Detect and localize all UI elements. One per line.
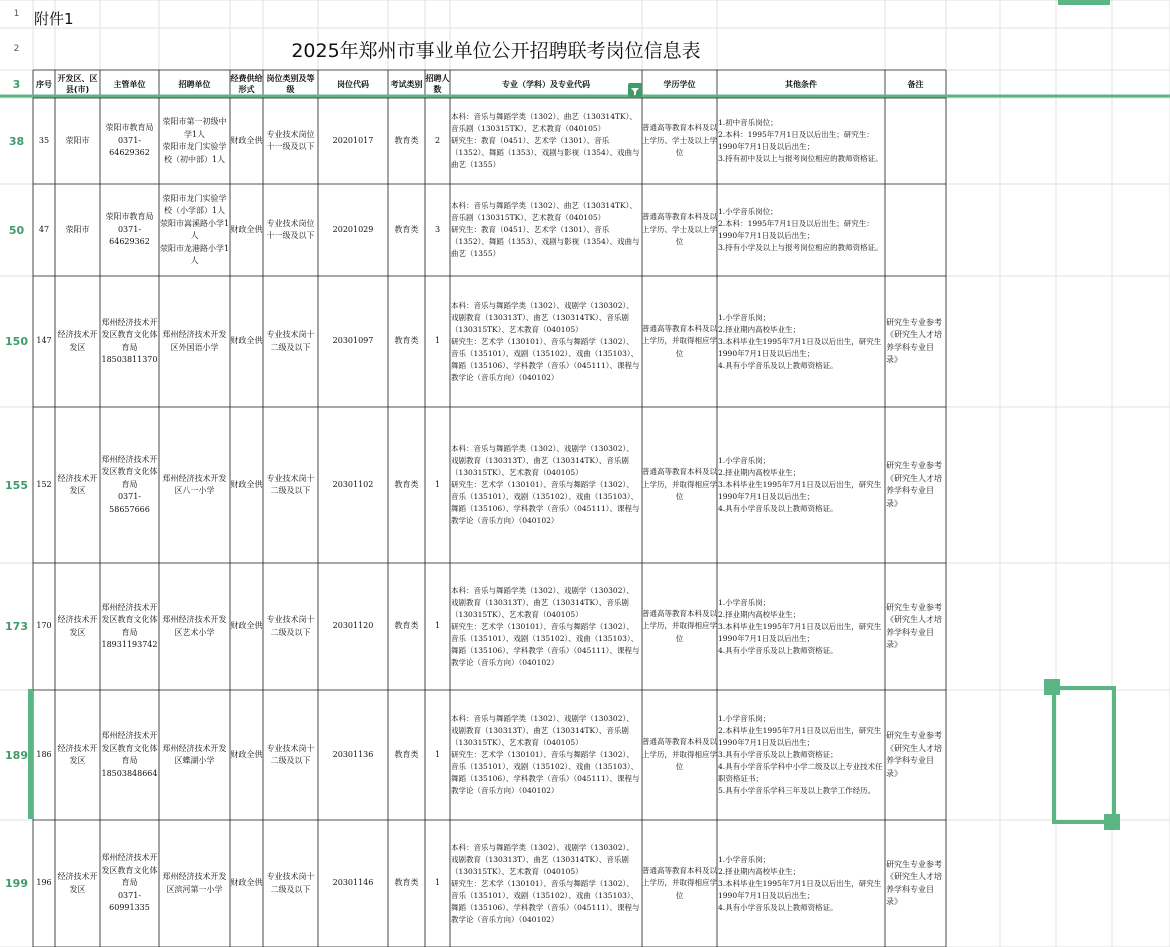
table-cell-major[interactable]: 本科：音乐与舞蹈学类（1302）、戏剧学（130302）、戏剧教育（130313T）、曲艺（130314TK）、音乐剧（130315TK）、艺术教育（040105） 研究生：艺术学（130101）、音乐与舞蹈学（1302）、音乐（135101）、戏剧（135102）、戏曲（135103）、舞蹈（135106）、学科教学（音乐）（045111）、课程与教学论（音乐方向）（040102） (451, 300, 640, 382)
table-cell-degree[interactable]: 普通高等教育本科及以上学历，并取得相应学位 (642, 865, 717, 900)
table-cell-seq[interactable]: 35 (38, 135, 50, 145)
table-cell-other[interactable]: 1.小学音乐岗位； 2.本科：1995年7月1日及以后出生；研究生：1990年7月1日及以后出生； 3.持有小学及以上与报考岗位相应的教师资格证。 (718, 207, 883, 252)
table-cell-district[interactable]: 经济技术开发区 (57, 872, 98, 894)
table-cell-authority[interactable]: 郑州经济技术开发区教育文化体育局 0371-58657666 (101, 454, 158, 514)
table-cell-funding[interactable]: 财政全供 (230, 878, 263, 888)
column-header[interactable]: 专业（学科）及专业代码 (502, 79, 590, 89)
table-cell-note[interactable] (885, 98, 946, 184)
table-cell-funding[interactable]: 财政全供 (230, 135, 263, 145)
table-cell-district[interactable]: 经济技术开发区 (57, 743, 98, 765)
table-cell-unit[interactable]: 郑州经济技术开发区蝶湖小学 (162, 743, 227, 765)
column-header[interactable]: 经费供给形式 (230, 74, 263, 94)
table-cell-count[interactable]: 1 (434, 621, 441, 631)
table-cell-unit[interactable]: 郑州经济技术开发区艺术小学 (162, 615, 227, 637)
table-cell-other[interactable]: 1.小学音乐岗； 2.本科毕业生1995年7月1日及以后出生，研究生1990年7月1日及以后出生； 3.具有小学音乐及以上教师资格证； 4.具有小学音乐学科中小学二级及以上专业技术任职资格证书； 5.具有小学音乐学科三年及以上教学工作经历。 (718, 714, 883, 795)
table-cell-count[interactable]: 1 (434, 749, 441, 759)
table-cell-exam[interactable]: 教育类 (394, 749, 419, 759)
table-cell-authority[interactable]: 郑州经济技术开发区教育文化体育局 18503811370 (101, 317, 158, 364)
table-cell-major[interactable]: 本科：音乐与舞蹈学类（1302）、曲艺（130314TK）、音乐剧（130315TK）、艺术教育（040105） 研究生：教育（0451）、艺术学（1301）、音乐（1352）、舞蹈（1353）、戏剧与影视（1354）、戏曲与曲艺（1355） (451, 112, 640, 169)
table-cell-unit[interactable]: 荥阳市龙门实验学校（小学部）1人 荥阳市嵩溪路小学1人 荥阳市龙港路小学1人 (159, 193, 230, 265)
table-cell-exam[interactable]: 教育类 (394, 224, 419, 234)
table-cell-category[interactable]: 专业技术岗十二级及以下 (266, 615, 315, 637)
table-cell-note[interactable] (885, 184, 946, 276)
table-cell-funding[interactable]: 财政全供 (230, 224, 263, 234)
table-cell-category[interactable]: 专业技术岗位十一级及以下 (266, 218, 315, 240)
table-cell-exam[interactable]: 教育类 (394, 621, 419, 631)
table-cell-authority[interactable]: 荥阳市教育局 0371-64629362 (105, 212, 154, 247)
table-cell-major[interactable]: 本科：音乐与舞蹈学类（1302）、曲艺（130314TK）、音乐剧（130315TK）、艺术教育（040105） 研究生：教育（0451）、艺术学（1301）、音乐（1352）、舞蹈（1353）、戏剧与影视（1354）、戏曲与曲艺（1355） (451, 201, 640, 258)
row-number[interactable]: 173 (5, 620, 28, 633)
table-cell-count[interactable]: 1 (434, 336, 441, 346)
table-cell-seq[interactable]: 170 (36, 621, 52, 631)
selected-row-indicator (28, 689, 33, 819)
row-number[interactable]: 199 (5, 877, 28, 890)
table-cell-district[interactable]: 经济技术开发区 (57, 330, 98, 352)
table-cell-funding[interactable]: 财政全供 (230, 749, 263, 759)
table-cell-other[interactable]: 1.小学音乐岗； 2.择业期内高校毕业生； 3.本科毕业生1995年7月1日及以后出生，研究生1990年7月1日及以后出生； 4.具有小学音乐及以上教师资格证。 (718, 312, 882, 370)
table-cell-major[interactable]: 本科：音乐与舞蹈学类（1302）、戏剧学（130302）、戏剧教育（130313T）、曲艺（130314TK）、音乐剧（130315TK）、艺术教育（040105） 研究生：艺术学（130101）、音乐与舞蹈学（1302）、音乐（135101）、戏剧（135102）、戏曲（135103）、舞蹈（135106）、学科教学（音乐）（045111）、课程与教学论（音乐方向）（040102） (451, 714, 640, 795)
column-header[interactable]: 主管单位 (113, 79, 146, 89)
column-header[interactable]: 学历学位 (663, 79, 696, 89)
table-cell-category[interactable]: 专业技术岗十二级及以下 (266, 872, 315, 894)
table-cell-major[interactable]: 本科：音乐与舞蹈学类（1302）、戏剧学（130302）、戏剧教育（130313T）、曲艺（130314TK）、音乐剧（130315TK）、艺术教育（040105） 研究生：艺术学（130101）、音乐与舞蹈学（1302）、音乐（135101）、戏剧（135102）、戏曲（135103）、舞蹈（135106）、学科教学（音乐）（045111）、课程与教学论（音乐方向）（040102） (451, 444, 640, 525)
table-cell-seq[interactable]: 47 (38, 224, 50, 234)
table-cell-note[interactable]: 研究生专业参考《研究生人才培养学科专业目录》 (886, 731, 942, 778)
table-cell-major[interactable]: 本科：音乐与舞蹈学类（1302）、戏剧学（130302）、戏剧教育（130313T）、曲艺（130314TK）、音乐剧（130315TK）、艺术教育（040105） 研究生：艺术学（130101）、音乐与舞蹈学（1302）、音乐（135101）、戏剧（135102）、戏曲（135103）、舞蹈（135106）、学科教学（音乐）（045111）、课程与教学论（音乐方向）（040102） (451, 842, 640, 924)
table-cell-degree[interactable]: 普通高等教育本科及以上学历，并取得相应学位 (642, 467, 717, 502)
table-cell-funding[interactable]: 财政全供 (230, 621, 263, 631)
column-header[interactable]: 开发区、区县(市) (57, 74, 98, 94)
table-cell-authority[interactable]: 郑州经济技术开发区教育文化体育局 18931193742 (101, 602, 158, 649)
table-cell-seq[interactable]: 147 (36, 336, 52, 346)
table-cell-other[interactable]: 1.小学音乐岗； 2.择业期内高校毕业生； 3.本科毕业生1995年7月1日及以后出生，研究生1990年7月1日及以后出生； 4.具有小学音乐及以上教师资格证。 (718, 597, 882, 655)
table-cell-unit[interactable]: 郑州经济技术开发区八一小学 (162, 473, 227, 495)
selection-handle-bottom[interactable] (1104, 814, 1120, 830)
column-header[interactable]: 其他条件 (785, 79, 817, 89)
table-cell-count[interactable]: 1 (434, 479, 441, 489)
table-cell-exam[interactable]: 教育类 (394, 135, 419, 145)
column-header[interactable]: 招聘人数 (425, 74, 450, 94)
table-cell-degree[interactable]: 普通高等教育本科及以上学历、学士及以上学位 (642, 123, 717, 158)
table-cell-seq[interactable]: 196 (36, 878, 52, 888)
column-header[interactable]: 岗位代码 (337, 79, 369, 89)
cell-selection-box[interactable] (1052, 686, 1116, 824)
table-cell-authority[interactable]: 郑州经济技术开发区教育文化体育局 18503848664 (101, 731, 158, 778)
table-cell-authority[interactable]: 荥阳市教育局 0371-64629362 (105, 123, 154, 158)
table-cell-category[interactable]: 专业技术岗十二级及以下 (266, 743, 315, 765)
table-cell-code[interactable]: 20301146 (332, 878, 374, 888)
table-cell-unit[interactable]: 郑州经济技术开发区滨河第一小学 (162, 872, 227, 894)
table-cell-district[interactable]: 经济技术开发区 (57, 615, 98, 637)
filter-icon[interactable] (628, 83, 642, 97)
table-cell-note[interactable]: 研究生专业参考《研究生人才培养学科专业目录》 (886, 317, 942, 364)
table-cell-district[interactable]: 荥阳市 (65, 135, 90, 145)
column-header[interactable]: 岗位类别及等级 (266, 74, 315, 94)
table-cell-category[interactable]: 专业技术岗十二级及以下 (266, 330, 315, 352)
table-cell-funding[interactable]: 财政全供 (230, 479, 263, 489)
table-cell-seq[interactable]: 152 (36, 479, 52, 489)
annex-label[interactable]: 附件1 (34, 10, 74, 28)
row-number[interactable]: 150 (5, 335, 28, 348)
selection-edge (1058, 0, 1110, 5)
row-number[interactable]: 50 (8, 223, 25, 237)
table-cell-unit[interactable]: 荥阳市第一初级中学1人 荥阳市龙门实验学校（初中部）1人 (162, 117, 227, 164)
table-cell-degree[interactable]: 普通高等教育本科及以上学历，并取得相应学位 (642, 323, 717, 358)
table-cell-count[interactable]: 3 (434, 224, 441, 234)
table-cell-degree[interactable]: 普通高等教育本科及以上学历、学士及以上学位 (642, 212, 717, 247)
table-cell-unit[interactable]: 郑州经济技术开发区外国语小学 (162, 330, 227, 352)
row-number[interactable]: 2 (13, 44, 20, 54)
table-cell-degree[interactable]: 普通高等教育本科及以上学历，并取得相应学位 (642, 737, 717, 772)
table-cell-district[interactable]: 经济技术开发区 (57, 473, 98, 495)
column-header[interactable]: 备注 (907, 79, 924, 89)
table-cell-funding[interactable]: 财政全供 (230, 336, 263, 346)
table-cell-code[interactable]: 20301097 (332, 336, 374, 346)
table-cell-note[interactable]: 研究生专业参考《研究生人才培养学科专业目录》 (886, 461, 942, 508)
table-cell-other[interactable]: 1.初中音乐岗位； 2.本科：1995年7月1日及以后出生；研究生：1990年7月1日及以后出生； 3.持有初中及以上与报考岗位相应的教师资格证。 (718, 118, 883, 163)
table-cell-code[interactable]: 20301120 (332, 621, 374, 631)
table-cell-note[interactable]: 研究生专业参考《研究生人才培养学科专业目录》 (886, 602, 942, 649)
column-header[interactable]: 序号 (36, 79, 52, 89)
column-header[interactable]: 考试类别 (390, 79, 423, 89)
table-cell-other[interactable]: 1.小学音乐岗； 2.择业期内高校毕业生； 3.本科毕业生1995年7月1日及以后出生，研究生1990年7月1日及以后出生； 4.具有小学音乐及以上教师资格证。 (718, 854, 882, 912)
sheet-title[interactable]: 2025年郑州市事业单位公开招聘联考岗位信息表 (291, 40, 701, 62)
table-cell-count[interactable]: 2 (434, 135, 441, 145)
table-cell-authority[interactable]: 郑州经济技术开发区教育文化体育局 0371-60991335 (101, 853, 158, 913)
table-cell-code[interactable]: 20301136 (332, 749, 374, 759)
table-cell-exam[interactable]: 教育类 (394, 336, 419, 346)
table-cell-exam[interactable]: 教育类 (394, 479, 419, 489)
row-number[interactable]: 3 (12, 77, 21, 91)
row-number[interactable]: 1 (13, 9, 20, 19)
table-cell-district[interactable]: 荥阳市 (65, 224, 90, 234)
table-cell-major[interactable]: 本科：音乐与舞蹈学类（1302）、戏剧学（130302）、戏剧教育（130313T）、曲艺（130314TK）、音乐剧（130315TK）、艺术教育（040105） 研究生：艺术学（130101）、音乐与舞蹈学（1302）、音乐（135101）、戏剧（135102）、戏曲（135103）、舞蹈（135106）、学科教学（音乐）（045111）、课程与教学论（音乐方向）（040102） (451, 585, 640, 667)
table-cell-count[interactable]: 1 (434, 878, 441, 888)
row-number[interactable]: 189 (5, 748, 28, 762)
table-cell-degree[interactable]: 普通高等教育本科及以上学历，并取得相应学位 (642, 608, 717, 643)
table-cell-exam[interactable]: 教育类 (394, 878, 419, 888)
table-cell-code[interactable]: 20201017 (332, 135, 374, 145)
row-number[interactable]: 38 (8, 134, 25, 148)
selection-handle-top[interactable] (1044, 679, 1060, 695)
table-cell-category[interactable]: 专业技术岗位十一级及以下 (266, 129, 315, 151)
table-cell-category[interactable]: 专业技术岗十二级及以下 (266, 473, 315, 495)
table-cell-code[interactable]: 20201029 (332, 224, 374, 234)
table-cell-seq[interactable]: 186 (36, 749, 52, 759)
table-cell-code[interactable]: 20301102 (332, 479, 374, 489)
table-cell-note[interactable]: 研究生专业参考《研究生人才培养学科专业目录》 (886, 859, 942, 906)
row-number[interactable]: 155 (5, 478, 28, 492)
table-cell-other[interactable]: 1.小学音乐岗； 2.择业期内高校毕业生； 3.本科毕业生1995年7月1日及以后出生，研究生1990年7月1日及以后出生； 4.具有小学音乐及以上教师资格证。 (718, 456, 882, 513)
column-header[interactable]: 招聘单位 (178, 79, 211, 89)
